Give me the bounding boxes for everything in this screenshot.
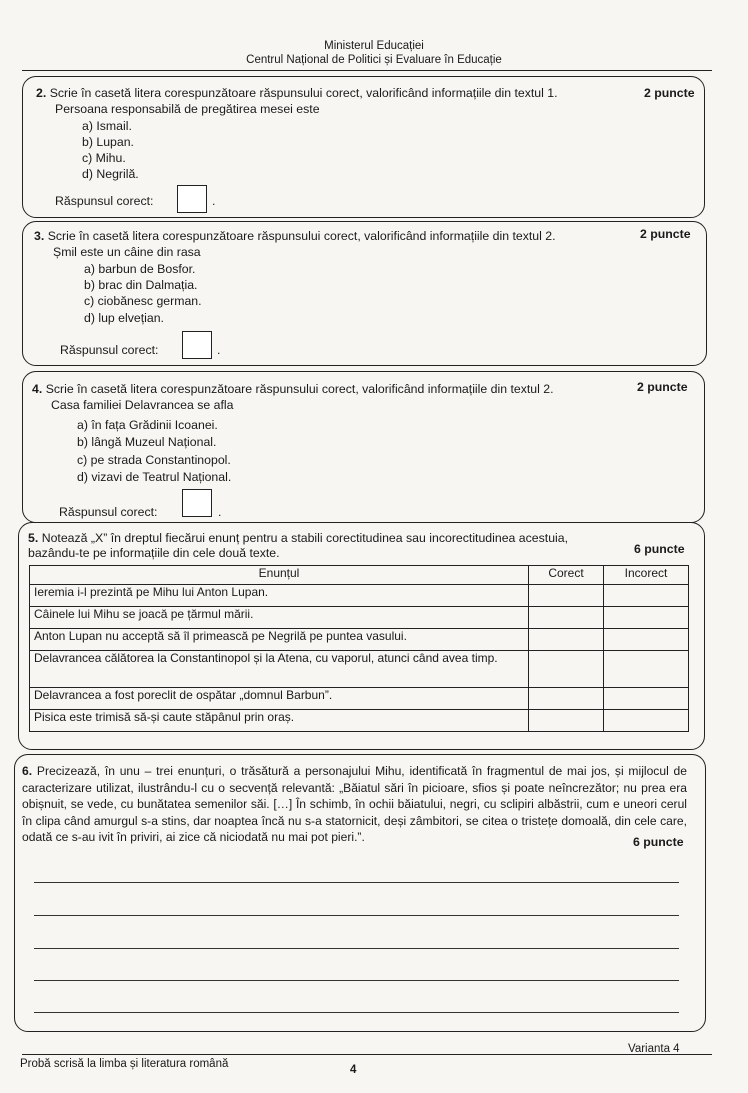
- q5-number: 5.: [28, 531, 39, 545]
- q5-statement-3: Anton Lupan nu acceptă să îl primească pe Negrilă pe puntea vasului.: [30, 629, 529, 651]
- q5-incorrect-cell-5[interactable]: [604, 688, 689, 710]
- q5-incorrect-cell-2[interactable]: [604, 607, 689, 629]
- q4-option-d: d) vizavi de Teatrul Național.: [77, 470, 232, 484]
- q3-option-d: d) lup elvețian.: [84, 311, 164, 325]
- page-number: 4: [350, 1064, 357, 1076]
- q5-correct-cell-3[interactable]: [529, 629, 604, 651]
- q5-correct-cell-6[interactable]: [529, 710, 604, 732]
- q4-instruction: 4. Scrie în casetă litera corespunzătoare răspunsului corect, valorificând informațiile din textul 2.: [32, 382, 554, 396]
- q3-number: 3.: [34, 229, 45, 243]
- q4-answer-box[interactable]: [182, 489, 212, 517]
- q5-incorrect-cell-6[interactable]: [604, 710, 689, 732]
- q2-number: 2.: [36, 86, 47, 100]
- q2-answer-period: .: [212, 194, 216, 208]
- q5-statement-4: Delavrancea călătorea la Constantinopol și la Atena, cu vaporul, atunci când avea timp.: [30, 651, 529, 688]
- answer-line-2[interactable]: [34, 915, 679, 916]
- q5-incorrect-cell-1[interactable]: [604, 585, 689, 607]
- q5-statement-5: Delavrancea a fost poreclit de ospătar „domnul Barbun”.: [30, 688, 529, 710]
- q4-points: 2 puncte: [637, 380, 688, 394]
- answer-line-1[interactable]: [34, 882, 679, 883]
- q3-option-c: c) ciobănesc german.: [84, 294, 202, 308]
- q5-instruction-line2: bazându-te pe informațiile din cele două texte.: [28, 546, 280, 560]
- q5-incorrect-cell-4[interactable]: [604, 651, 689, 688]
- q4-number: 4.: [32, 382, 43, 396]
- q5-correct-cell-1[interactable]: [529, 585, 604, 607]
- q2-option-d: d) Negrilă.: [82, 167, 139, 181]
- q6-points: 6 puncte: [633, 835, 684, 849]
- q2-prompt: Persoana responsabilă de pregătirea mesei este: [55, 102, 320, 116]
- q2-option-b: b) Lupan.: [82, 135, 134, 149]
- q4-option-b: b) lângă Muzeul Național.: [77, 435, 217, 449]
- q2-instruction: 2. Scrie în casetă litera corespunzătoare răspunsului corect, valorificând informațiile din textul 1.: [36, 86, 558, 100]
- header-divider: [22, 70, 712, 71]
- q3-instruction: 3. Scrie în casetă litera corespunzătoare răspunsului corect, valorificând informațiile din textul 2.: [34, 229, 556, 243]
- q6-text: 6. Precizează, în unu – trei enunțuri, o trăsătură a personajului Mihu, identificată în fragmentul de mai jos, și mijlocul de caracterizare utilizat, ilustrându-l cu o secvență relevantă: „Băiatul sări în picioare, sfios și poate neîncrezător; nu prea era obișnuit, se vede, cu bunătatea semenilor săi. […] În schimb, în ochii băiatului, negri, cu sclipiri albăstrii, cum e uneori cerul în clipa când amurgul s-a stins, dar noaptea încă nu s-a statornicit, deși zâmbitori, se citea o tristețe domoală, din cele care, odată ce s-au ivit în priviri, ai zice că niciodată nu mai pot pieri.”.: [22, 764, 687, 844]
- q2-option-c: c) Mihu.: [82, 151, 126, 165]
- q4-prompt: Casa familiei Delavrancea se afla: [51, 398, 234, 412]
- q3-answer-label: Răspunsul corect:: [60, 343, 159, 357]
- q5-correct-cell-4[interactable]: [529, 651, 604, 688]
- answer-line-4[interactable]: [34, 980, 679, 981]
- footer-exam-name: Probă scrisă la limba și literatura română: [20, 1058, 229, 1070]
- q3-prompt: Șmil este un câine din rasa: [53, 245, 201, 259]
- table-row: [30, 629, 689, 651]
- q2-option-a: a) Ismail.: [82, 119, 132, 133]
- answer-line-3[interactable]: [34, 948, 679, 949]
- q6-number: 6.: [22, 764, 33, 778]
- q5-points: 6 puncte: [634, 542, 685, 556]
- q5-table-header: [30, 566, 689, 585]
- q5-correct-cell-2[interactable]: [529, 607, 604, 629]
- q3-option-a: a) barbun de Bosfor.: [84, 262, 196, 276]
- q3-points: 2 puncte: [640, 227, 691, 241]
- q5-incorrect-cell-3[interactable]: [604, 629, 689, 651]
- footer-variant: Varianta 4: [628, 1043, 680, 1055]
- q3-option-b: b) brac din Dalmația.: [84, 278, 198, 292]
- q5-statement-2: Câinele lui Mihu se joacă pe țărmul mării.: [30, 607, 529, 629]
- q4-option-a: a) în fața Grădinii Icoanei.: [77, 418, 218, 432]
- answer-line-5[interactable]: [34, 1012, 679, 1013]
- q2-answer-label: Răspunsul corect:: [55, 194, 154, 208]
- footer-divider: [22, 1054, 712, 1055]
- q5-col-correct: Corect: [529, 566, 604, 585]
- q5-correct-cell-5[interactable]: [529, 688, 604, 710]
- ministry-title: Ministerul Educației: [324, 40, 424, 52]
- q4-answer-period: .: [218, 505, 222, 519]
- center-title: Centrul Național de Politici și Evaluare în Educație: [246, 54, 502, 66]
- q5-col-incorrect: Incorect: [604, 566, 689, 585]
- table-row: [30, 710, 689, 732]
- table-row: [30, 607, 689, 629]
- q5-instruction-line1: 5. Notează „X” în dreptul fiecărui enunț pentru a stabili corectitudinea sau incorectitudinea acestuia,: [28, 531, 569, 545]
- q3-answer-box[interactable]: [182, 331, 212, 359]
- q2-points: 2 puncte: [644, 86, 695, 100]
- table-row: [30, 688, 689, 710]
- q3-answer-period: .: [217, 343, 221, 357]
- q4-answer-label: Răspunsul corect:: [59, 505, 158, 519]
- q5-table: [29, 565, 689, 732]
- q5-statement-1: Ieremia i-l prezintă pe Mihu lui Anton Lupan.: [30, 585, 529, 607]
- table-row: [30, 585, 689, 607]
- table-row: [30, 651, 689, 688]
- q5-col-statement: Enunțul: [30, 566, 529, 585]
- q5-statement-6: Pisica este trimisă să-și caute stăpânul prin oraș.: [30, 710, 529, 732]
- q4-option-c: c) pe strada Constantinopol.: [77, 453, 231, 467]
- q2-answer-box[interactable]: [177, 185, 207, 213]
